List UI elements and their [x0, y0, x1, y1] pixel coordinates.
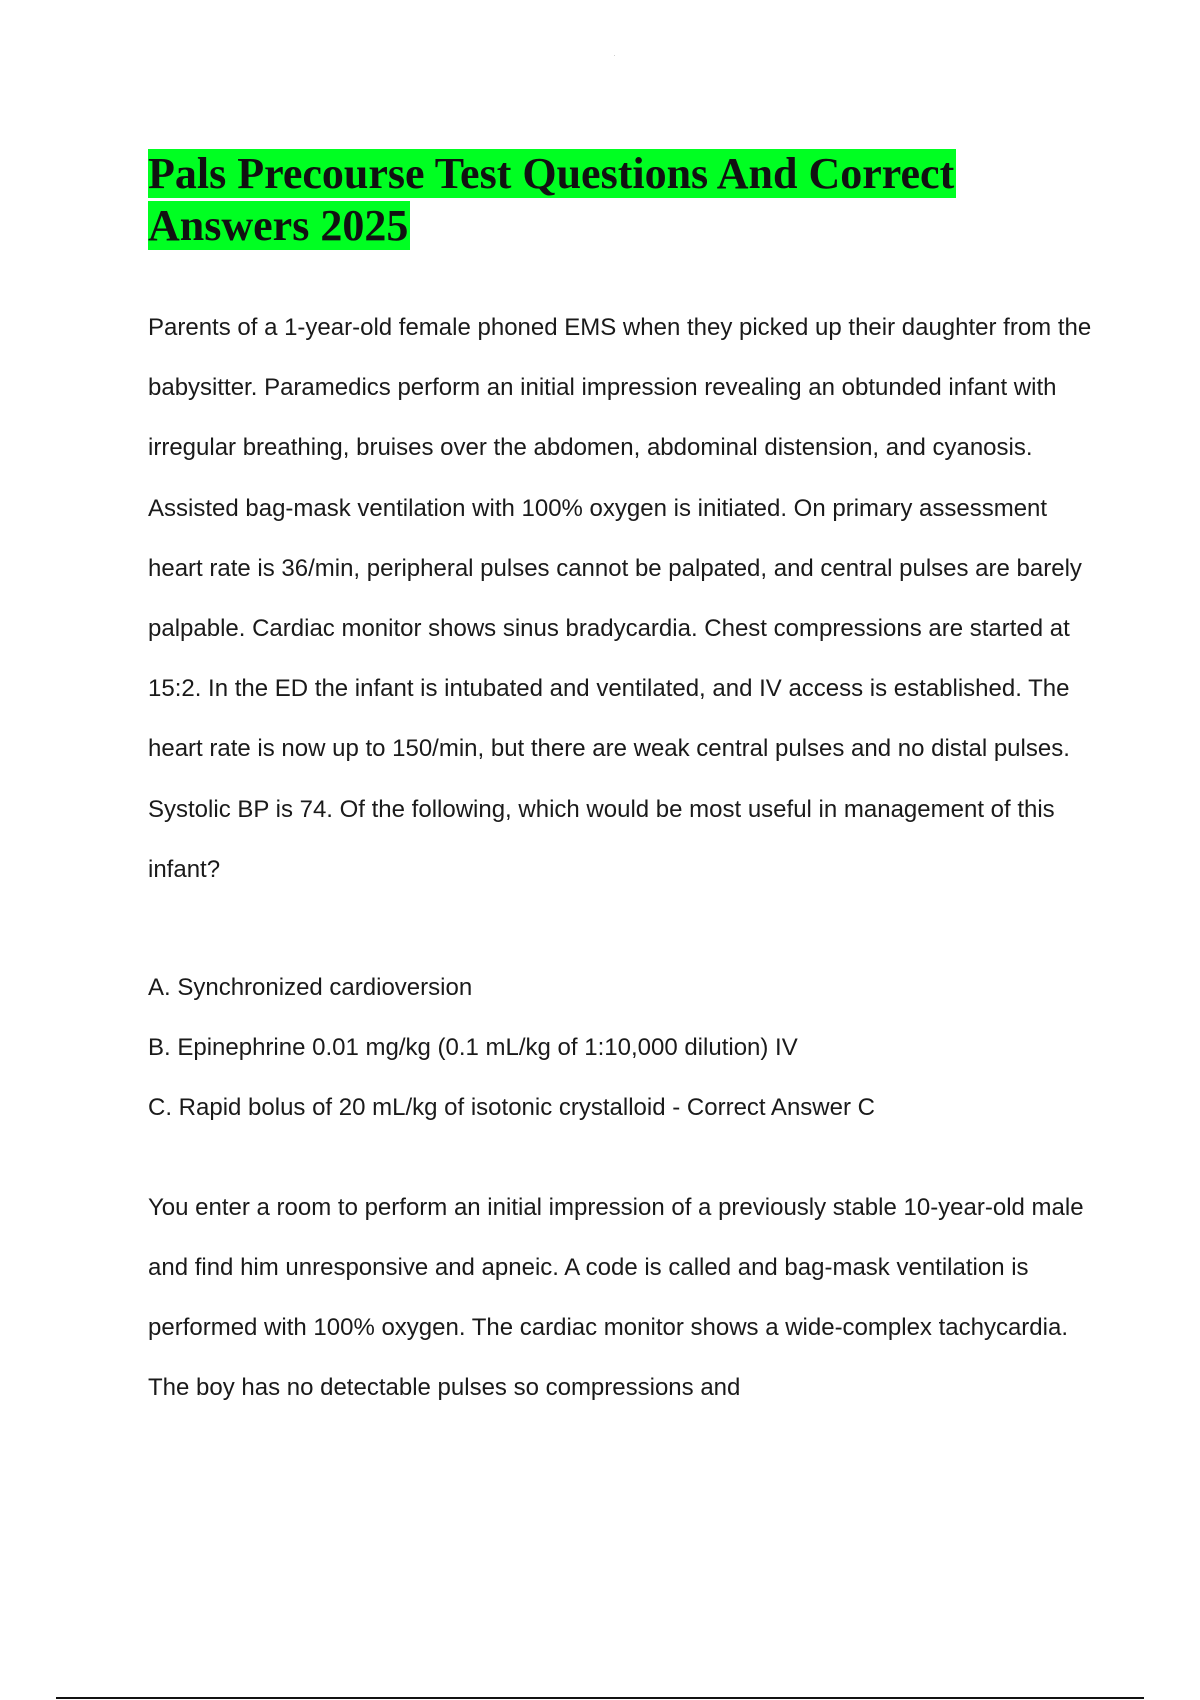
title-highlight: Pals Precourse Test Questions And Correct Answers 2025 — [148, 149, 955, 250]
question-1-options — [148, 958, 1098, 1138]
question-2-stem: You enter a room to perform an initial impression of a previously stable 10-year-old male and find him unresponsive and apneic. A code is called and bag-mask ventilation is performed with 100% oxygen. The cardiac monitor shows a wide-complex tachycardia. The boy has no detectable pulses so compressions and — [148, 1194, 1084, 1401]
question-1-stem: Parents of a 1-year-old female phoned EMS when they picked up their daughter from the babysitter. Paramedics perform an initial impression revealing an obtunded infant with irregular breathing, bruises over the abdomen, abdominal distension, and cyanosis. Assisted bag-mask ventilation with 100% oxygen is initiated. On primary assessment heart rate is 36/min, peripheral pulses cannot be palpated, and central pulses are barely palpable. Cardiac monitor shows sinus bradycardia. Chest compressions are started at 15:2. In the ED the infant is intubated and ventilated, and IV access is established. The heart rate is now up to 150/min, but there are weak central pulses and no distal pulses. Systolic BP is 74. Of the following, which would be most useful in management of this infant? — [148, 314, 1092, 883]
document-title — [148, 148, 1048, 252]
option-c: C. Rapid bolus of 20 mL/kg of isotonic crystalloid - Correct Answer C — [148, 1094, 875, 1121]
option-a: A. Synchronized cardioversion — [148, 974, 473, 1001]
page-bottom-rule — [56, 1697, 1144, 1699]
option-b: B. Epinephrine 0.01 mg/kg (0.1 mL/kg of 1:10,000 dilution) IV — [148, 1034, 798, 1061]
scan-speck — [614, 55, 615, 56]
